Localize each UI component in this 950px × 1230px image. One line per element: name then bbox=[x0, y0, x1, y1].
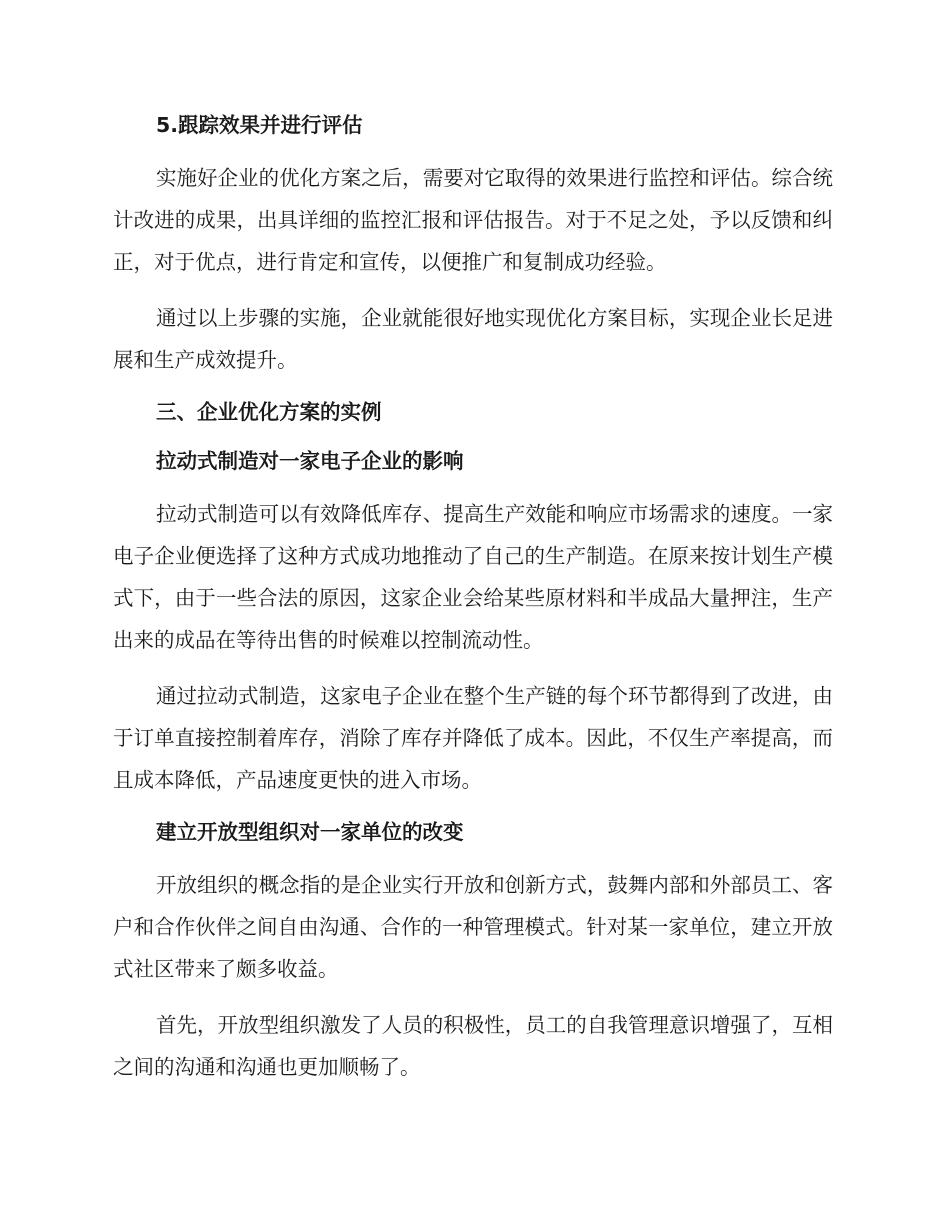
paragraph-open-organization-concept: 开放组织的概念指的是企业实行开放和创新方式，鼓舞内部和外部员工、客户和合作伙伴之间自由沟通、合作的一种管理模式。针对某一家单位，建立开放式社区带来了颇多收益。 bbox=[113, 873, 833, 981]
chapter-heading-examples: 三、企业优化方案的实例 bbox=[156, 400, 382, 424]
paragraph-open-organization-benefit: 首先，开放型组织激发了人员的积极性，员工的自我管理意识增强了，互相之间的沟通和沟通也更加顺畅了。 bbox=[113, 1013, 833, 1079]
paragraph-summary: 通过以上步骤的实施，企业就能很好地实现优化方案目标，实现企业长足进展和生产成效提升。 bbox=[113, 306, 833, 372]
subheading-pull-manufacturing: 拉动式制造对一家电子企业的影响 bbox=[156, 449, 464, 473]
paragraph-pull-manufacturing-result: 通过拉动式制造，这家电子企业在整个生产链的每个环节都得到了改进，由于订单直接控制着库存，消除了库存并降低了成本。因此，不仅生产率提高，而且成本降低，产品速度更快的进入市场。 bbox=[113, 684, 833, 792]
paragraph-pull-manufacturing-intro: 拉动式制造可以有效降低库存、提高生产效能和响应市场需求的速度。一家电子企业便选择了这种方式成功地推动了自己的生产制造。在原来按计划生产模式下，由于一些合法的原因，这家企业会给某些原材料和半成品大量押注，生产出来的成品在等待出售的时候难以控制流动性。 bbox=[113, 502, 833, 652]
subheading-open-organization: 建立开放型组织对一家单位的改变 bbox=[156, 820, 464, 844]
section-heading-tracking-evaluation: 5.跟踪效果并进行评估 bbox=[156, 113, 363, 137]
document-body bbox=[113, 108, 833, 1102]
paragraph-monitoring-evaluation: 实施好企业的优化方案之后，需要对它取得的效果进行监控和评估。综合统计改进的成果，出具详细的监控汇报和评估报告。对于不足之处，予以反馈和纠正，对于优点，进行肯定和宣传，以便推广和复制成功经验。 bbox=[113, 166, 833, 274]
